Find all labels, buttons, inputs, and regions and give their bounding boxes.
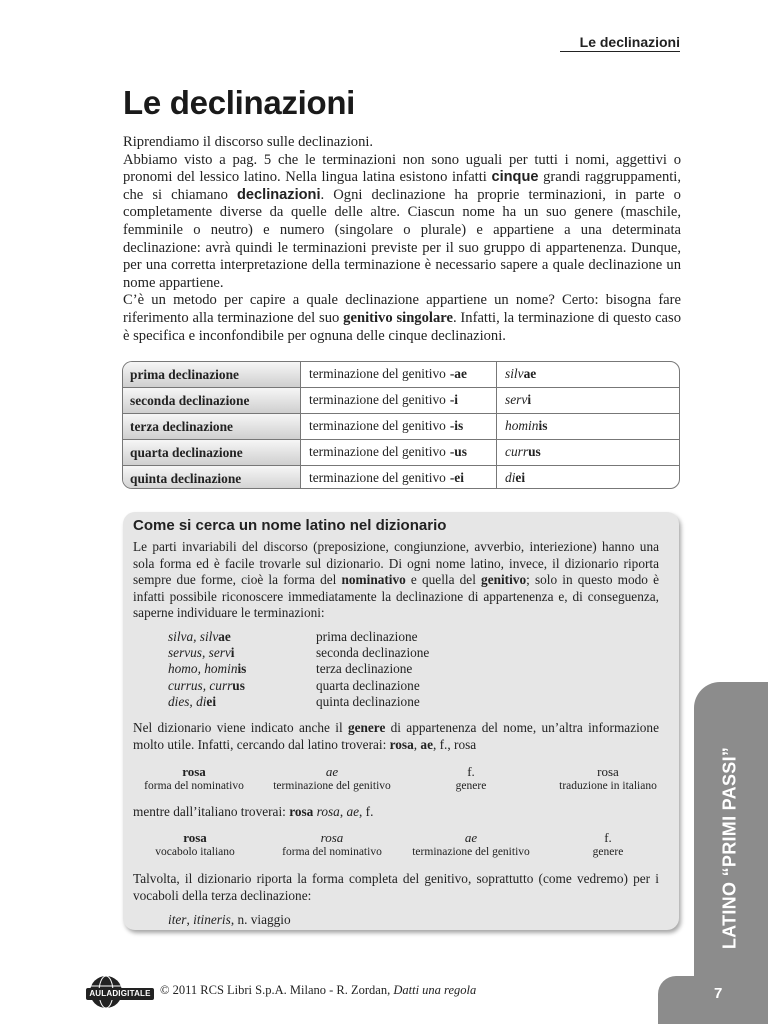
example-word: servi <box>505 392 532 407</box>
footer-copyright: © 2011 RCS Libri S.p.A. Milano - R. Zordan, Datti una regola <box>160 983 477 997</box>
entry-part: f. genere <box>455 764 487 792</box>
declension-name: terza declinazione <box>123 414 301 439</box>
entry-part: rosa forma del nominativo <box>144 764 244 792</box>
box-paragraph: mentre dall’italiano troverai: rosa rosa, ae, f. <box>133 804 374 819</box>
table-row <box>123 388 679 414</box>
box-paragraph: Le parti invariabili del discorso (preposizione, congiunzione, avverbio, interiezione) hanno una sola forma ed è facile trovarle sul dizionario. Di ogni nome latino, invece, il dizionario riporta sempre due forme, cioè la forma del nominativo e quella del genitivo; solo in questo modo è infatti possibile riconoscere immediatamente la declinazione di appartenenza e, di conseguenza, saperne individuare le terminazioni: <box>133 539 659 620</box>
genitive-label: terminazione del genitivo -us <box>301 440 497 465</box>
table-row <box>123 440 679 466</box>
list-item: dies, diei quinta declinazione <box>168 693 420 709</box>
side-tab-label: LATINO “PRIMI PASSI” <box>719 746 740 950</box>
declension-name: seconda declinazione <box>123 388 301 413</box>
example-entry: iter, itineris, n. viaggio <box>168 912 291 927</box>
list-item: servus, servi seconda declinazione <box>168 645 430 661</box>
entry-part: ae terminazione del genitivo <box>273 764 391 792</box>
table-row <box>123 466 679 489</box>
box-paragraph: Talvolta, il dizionario riporta la forma completa del genitivo, soprattutto (come vedremo) per i vocaboli della terza declinazione: <box>133 871 659 903</box>
page-number: 7 <box>714 985 723 1002</box>
entry-part: ae terminazione del genitivo <box>412 830 530 858</box>
declension-examples-list <box>168 629 429 710</box>
declension-name: prima declinazione <box>123 362 301 387</box>
intro-paragraph: Riprendiamo il discorso sulle declinazioni. <box>123 134 374 150</box>
entry-part: rosa forma del nominativo <box>282 830 382 858</box>
list-item: silva, silvae prima declinazione <box>168 629 418 644</box>
page-number-box <box>658 976 768 1024</box>
example-word: currus <box>505 444 541 459</box>
genitive-label: terminazione del genitivo -ei <box>301 466 497 489</box>
entry-part: rosa traduzione in italiano <box>559 764 657 792</box>
example-word: silvae <box>505 366 537 381</box>
running-header: Le declinazioni <box>560 34 680 52</box>
declension-name: quinta declinazione <box>123 466 301 489</box>
intro-paragraph: Abbiamo visto a pag. 5 che le terminazioni non sono uguali per tutti i nomi, aggettivi o pronomi del lessico latino. Nella lingua latina esistono infatti cinque grandi raggruppamenti, che si chiamano declinazioni. Ogni declinazione ha proprie terminazioni, in parte o completamente diverse da quelle delle altre. Ciascun nome ha un suo genere (maschile, femminile o neutro) e numero (singolare o plurale) e appartiene a una determinata declinazione: avrà quindi le terminazioni previste per il suo gruppo di appartenenza. Dunque, per una corretta interpretazione della terminazione è necessario sapere a quale declinazione un nome appartiene. <box>123 151 682 291</box>
list-item: homo, hominis terza declinazione <box>168 661 413 677</box>
box-paragraph: Nel dizionario viene indicato anche il genere di appartenenza del nome, un’altra informazione molto utile. Infatti, cercando dal latino troverai: rosa, ae, f., rosa <box>133 720 659 752</box>
publisher-logo: AULADIGITALE <box>86 988 154 1000</box>
table-row <box>123 414 679 440</box>
list-item: currus, currus quarta declinazione <box>168 677 420 693</box>
example-word: hominis <box>505 418 548 433</box>
box-title: Come si cerca un nome latino nel dizionario <box>133 517 447 534</box>
entry-part: rosa vocabolo italiano <box>155 830 235 858</box>
table-row <box>123 362 679 388</box>
genitive-label: terminazione del genitivo -ae <box>301 362 497 387</box>
declension-name: quarta declinazione <box>123 440 301 465</box>
declension-table <box>122 361 680 489</box>
entry-part: f. genere <box>592 830 624 858</box>
example-word: diei <box>505 470 526 485</box>
intro-paragraph: C’è un metodo per capire a quale declinazione appartiene un nome? Certo: bisogna fare riferimento alla terminazione del suo genitivo singolare. Infatti, la terminazione di questo caso è specifica e inconfondibile per ognuna delle cinque declinazioni. <box>123 292 682 344</box>
intro-text <box>123 134 681 345</box>
genitive-label: terminazione del genitivo -i <box>301 388 497 413</box>
page-title: Le declinazioni <box>123 84 356 121</box>
genitive-label: terminazione del genitivo -is <box>301 414 497 439</box>
